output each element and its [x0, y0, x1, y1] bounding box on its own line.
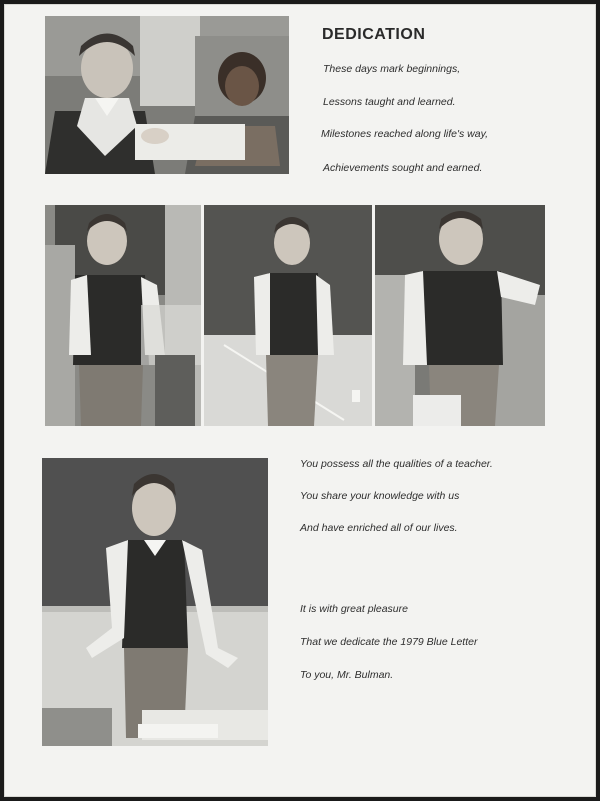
photo-teacher-standing-1-image [45, 205, 201, 426]
photo-teacher-portrait-image [42, 458, 268, 746]
closing-verse-line-1: It is with great pleasure [300, 603, 408, 615]
photo-teacher-standing-3-image [375, 205, 545, 426]
yearbook-page [4, 4, 596, 797]
closing-verse-line-3: To you, Mr. Bulman. [300, 669, 394, 681]
photo-teacher-portrait [42, 458, 268, 746]
top-verse-line-3: Milestones reached along life's way, [321, 128, 488, 140]
top-verse-line-2: Lessons taught and learned. [323, 96, 456, 108]
top-verse-line-1: These days mark beginnings, [323, 63, 461, 75]
middle-verse-line-2: You share your knowledge with us [300, 490, 460, 502]
photo-teacher-standing-2 [204, 205, 372, 426]
middle-verse-line-1: You possess all the qualities of a teacher. [300, 458, 493, 470]
top-verse-line-4: Achievements sought and earned. [323, 162, 483, 174]
photo-teacher-standing-1 [45, 205, 201, 426]
photo-teacher-standing-3 [375, 205, 545, 426]
photo-teacher-with-student [45, 16, 289, 174]
photo-teacher-standing-2-image [204, 205, 372, 426]
closing-verse-line-2: That we dedicate the 1979 Blue Letter [300, 636, 478, 648]
middle-verse-line-3: And have enriched all of our lives. [300, 522, 458, 534]
dedication-title: DEDICATION [322, 26, 426, 43]
photo-teacher-with-student-image [45, 16, 289, 174]
